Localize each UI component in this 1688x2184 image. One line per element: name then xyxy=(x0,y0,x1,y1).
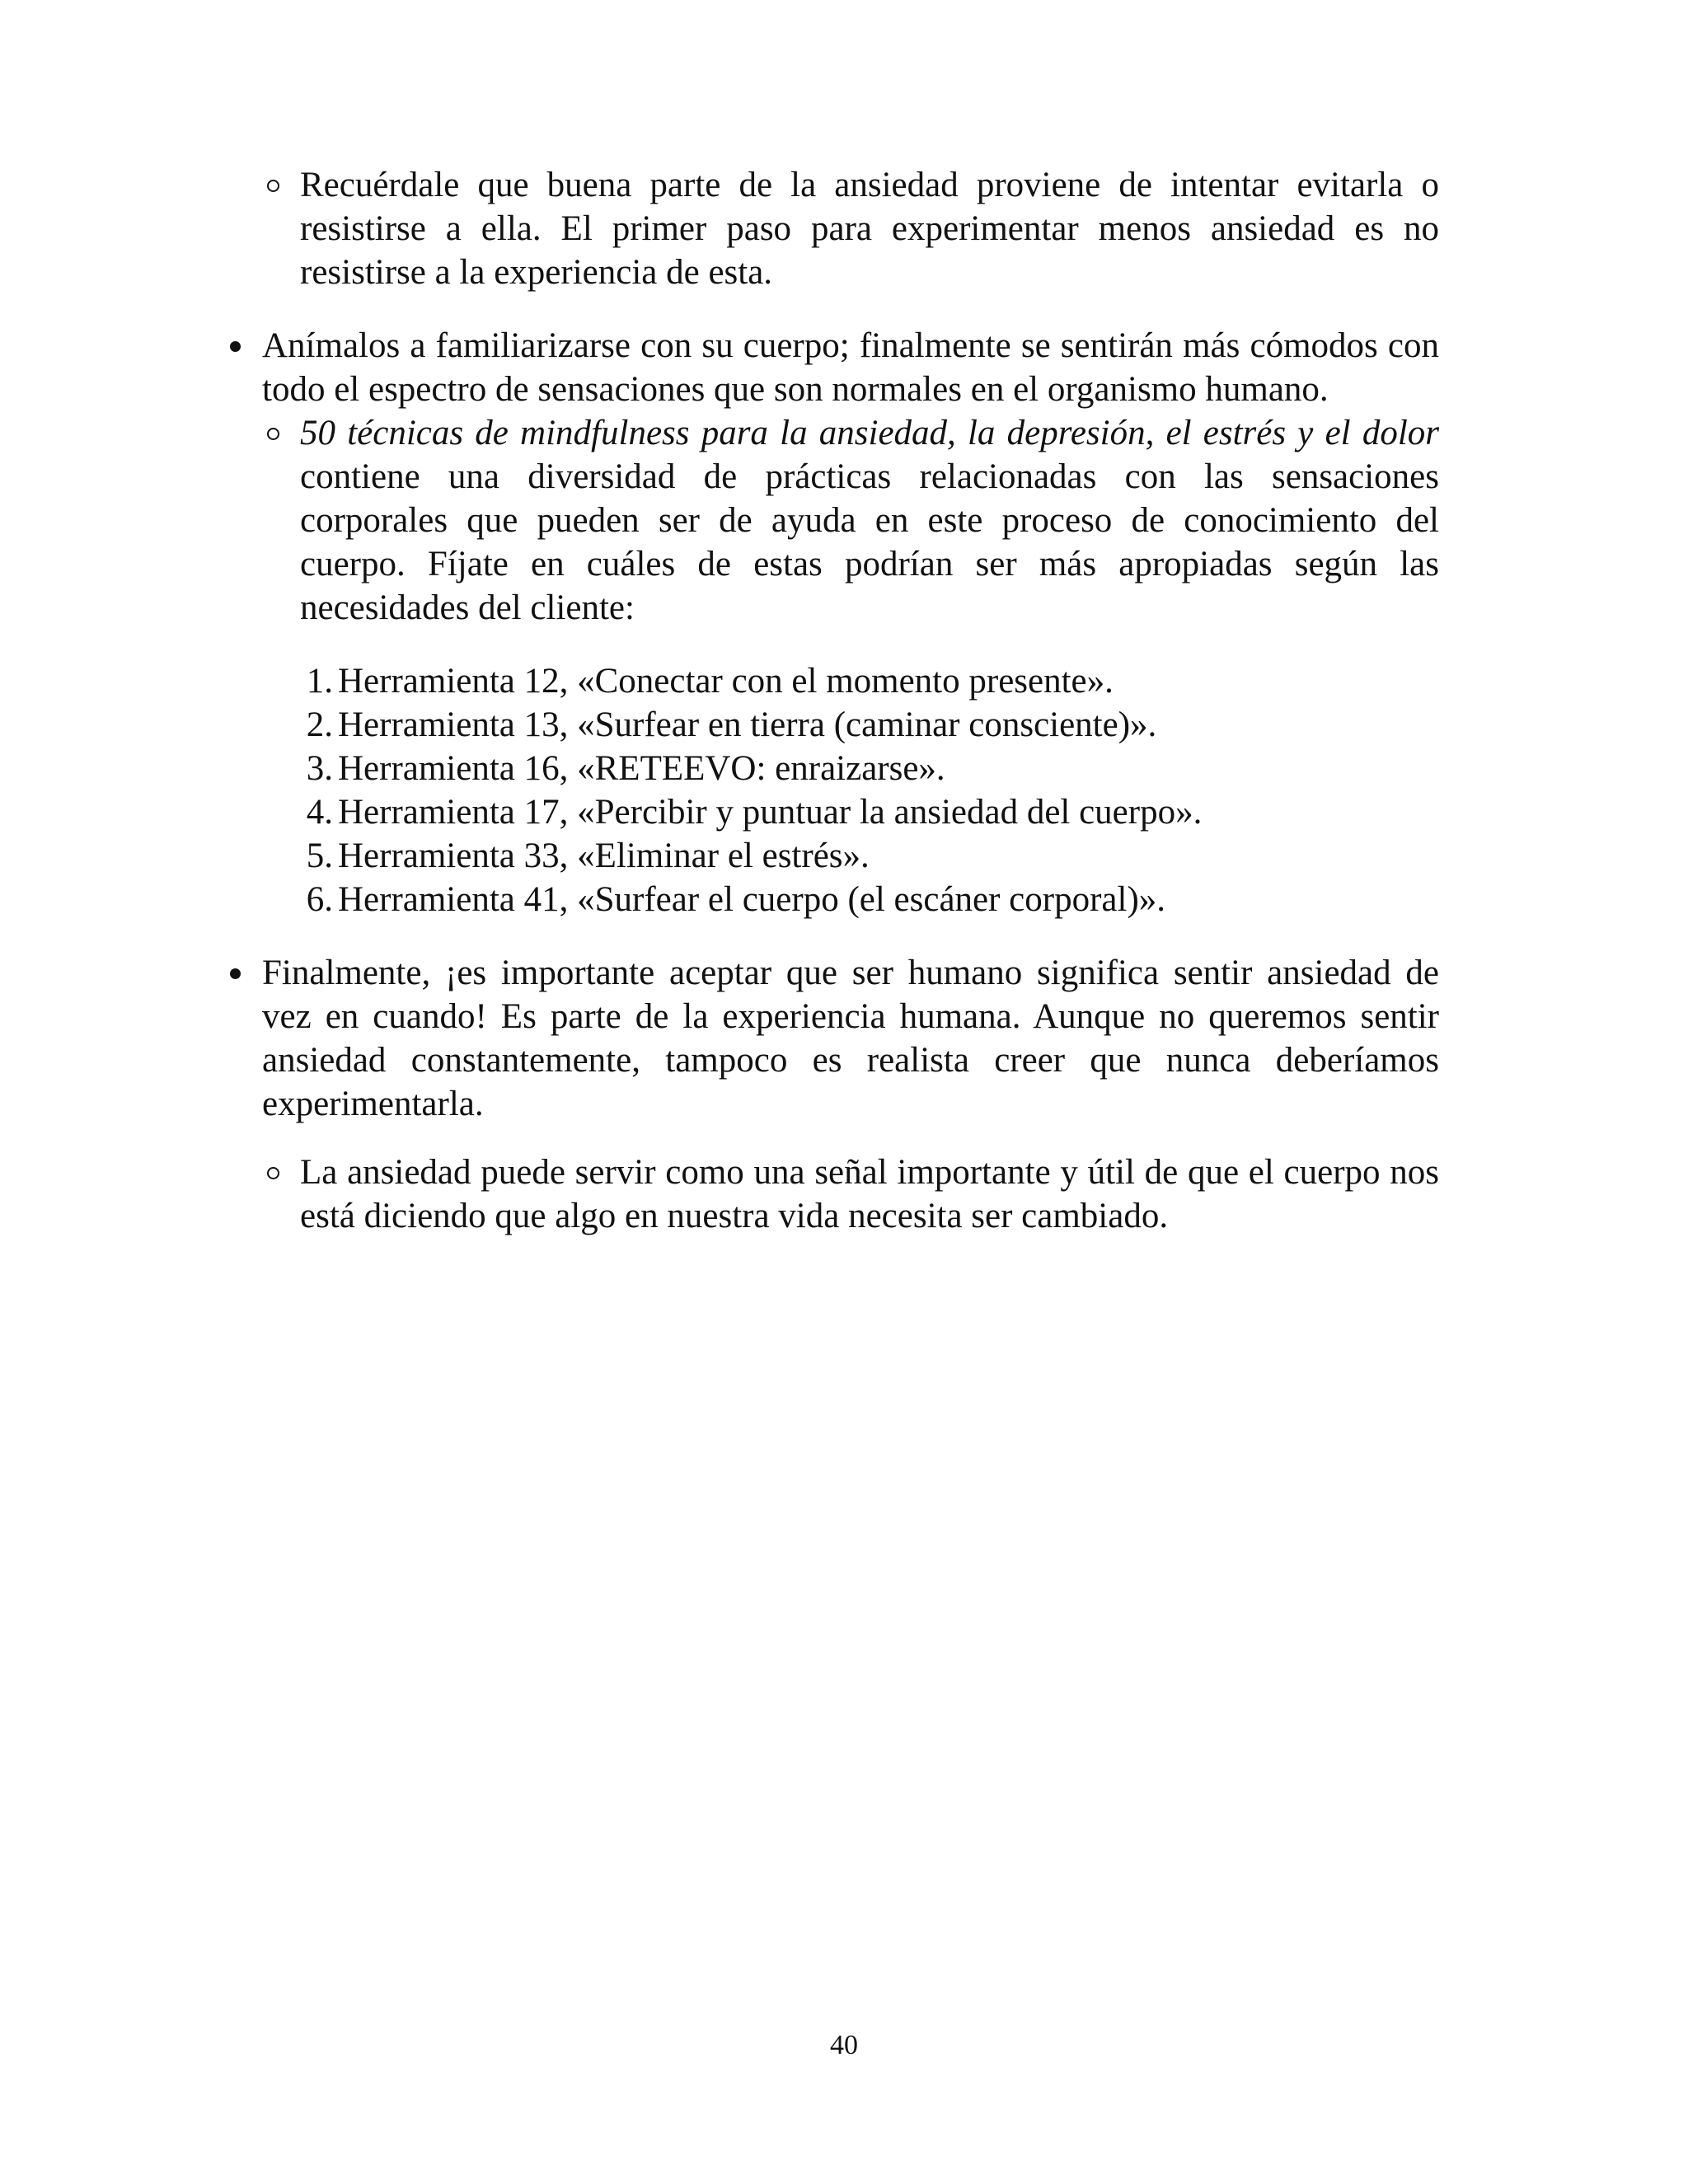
list-item xyxy=(223,878,1439,921)
bullet-icon xyxy=(223,951,256,995)
list-item-text: Herramienta 17, «Percibir y puntuar la ansiedad del cuerpo». xyxy=(338,793,1203,832)
sub-bullet-signal xyxy=(223,1151,1439,1238)
paragraph-text: contiene una diversidad de prácticas relacionadas con las sensaciones corporales que pueden ser de ayuda en este proceso de conocimiento del cuerpo. Fíjate en cuáles de estas podrían ser más apropiadas según las necesidades del cliente: xyxy=(300,457,1439,627)
list-number: 2. xyxy=(306,705,333,744)
paragraph xyxy=(300,411,1439,630)
list-number: 6. xyxy=(306,880,333,919)
tools-list xyxy=(223,659,1439,921)
list-item-text: Herramienta 13, «Surfear en tierra (caminar consciente)». xyxy=(338,705,1157,744)
paragraph: Finalmente, ¡es importante aceptar que ser humano significa sentir ansiedad de vez en cuando! Es parte de la experiencia humana. Aunque no queremos sentir ansiedad constantemente, tampoco es realista creer que nunca deberíamos experimentarla. xyxy=(262,954,1439,1123)
list-item-text: Herramienta 41, «Surfear el cuerpo (el escáner corporal)». xyxy=(338,880,1166,919)
list-number: 4. xyxy=(306,793,333,832)
list-item xyxy=(223,659,1439,703)
book-title: 50 técnicas de mindfulness para la ansiedad, la depresión, el estrés y el dolor xyxy=(300,414,1439,452)
paragraph: Recuérdale que buena parte de la ansiedad proviene de intentar evitarla o resistirse a ella. El primer paso para experimentar menos ansiedad es no resistirse a la experiencia de esta. xyxy=(300,166,1439,292)
hollow-bullet-icon xyxy=(262,163,295,207)
list-item xyxy=(223,747,1439,790)
list-item-text: Herramienta 16, «RETEEVO: enraizarse». xyxy=(338,749,945,788)
hollow-bullet-icon xyxy=(262,411,295,455)
list-item xyxy=(223,790,1439,834)
bullet-icon xyxy=(223,324,256,368)
hollow-bullet-icon xyxy=(262,1151,295,1194)
sub-bullet-mindfulness-book xyxy=(223,411,1439,630)
list-number: 5. xyxy=(306,837,333,875)
list-number: 1. xyxy=(306,662,333,701)
bullet-body-familiarity xyxy=(223,324,1439,411)
bullet-accept-anxiety xyxy=(223,951,1439,1126)
list-number: 3. xyxy=(306,749,333,788)
page-number: 40 xyxy=(830,2030,858,2060)
page-content xyxy=(223,163,1439,1238)
list-item xyxy=(223,703,1439,747)
paragraph: La ansiedad puede servir como una señal importante y útil de que el cuerpo nos está diciendo que algo en nuestra vida necesita ser cambiado. xyxy=(300,1153,1439,1235)
list-item-text: Herramienta 12, «Conectar con el momento presente». xyxy=(338,662,1114,701)
sub-bullet-avoidance xyxy=(223,163,1439,294)
list-item xyxy=(223,834,1439,878)
paragraph: Anímalos a familiarizarse con su cuerpo; finalmente se sentirán más cómodos con todo el espectro de sensaciones que son normales en el organismo humano. xyxy=(262,326,1439,409)
list-item-text: Herramienta 33, «Eliminar el estrés». xyxy=(338,837,870,875)
